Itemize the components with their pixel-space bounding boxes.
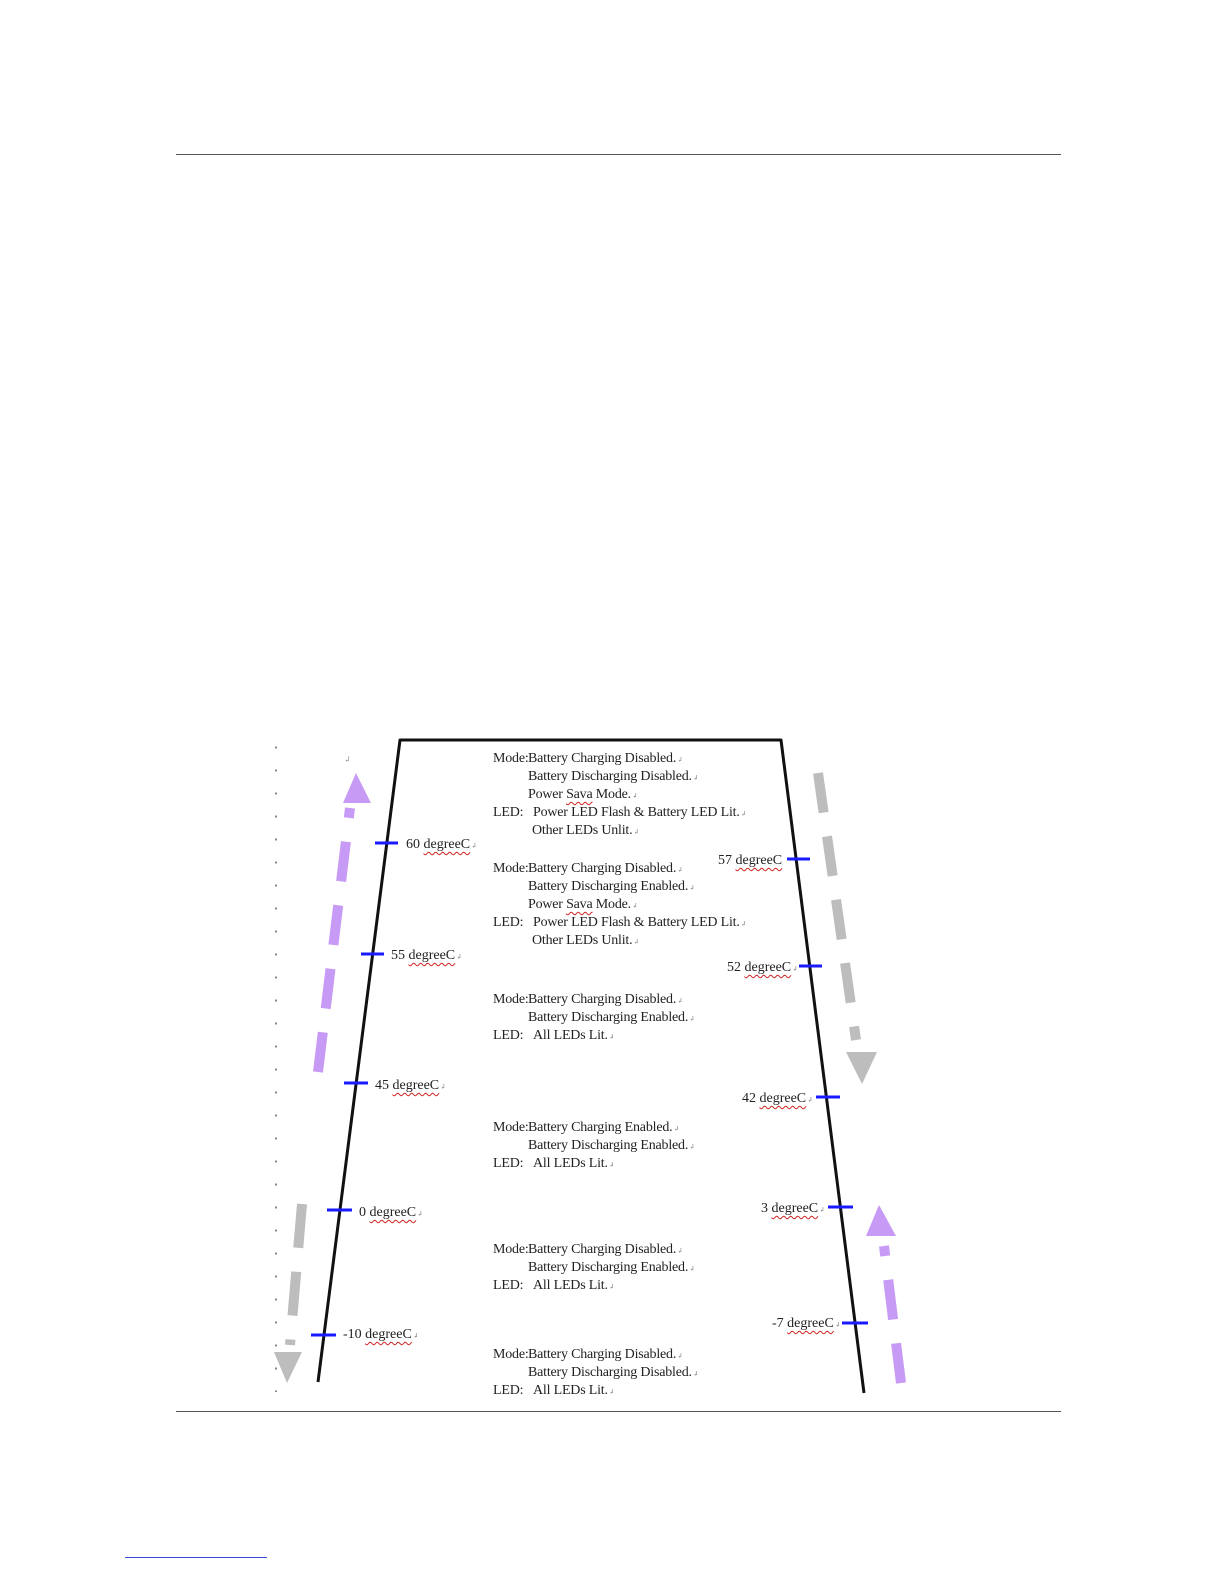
state-block-3: Mode:Battery Charging Disabled.↲ Battery Discharging Enabled.↲ LED: All LEDs Lit.↲ [493, 992, 695, 1043]
threshold-label-left-60: 60 degreeC↲ [406, 837, 478, 852]
state-block-1: Mode:Battery Charging Disabled.↲ Battery Discharging Disabled.↲ Power Sava Mode.↲ LED: Power LED Flash & Battery LED Lit.↲ Other LEDs Unlit.↲ [493, 751, 747, 838]
threshold-label-left-0: 0 degreeC↲ [359, 1205, 424, 1220]
threshold-label-left-55: 55 degreeC↲ [391, 948, 463, 963]
state-block-4: Mode:Battery Charging Enabled.↲ Battery Discharging Enabled.↲ LED: All LEDs Lit.↲ [493, 1120, 695, 1171]
threshold-label-right-minus7: -7 degreeC↲ [772, 1316, 841, 1331]
state-block-5: Mode:Battery Charging Disabled.↲ Battery Discharging Enabled.↲ LED: All LEDs Lit.↲ [493, 1242, 695, 1293]
falling-arrow-right-top [818, 773, 877, 1084]
threshold-label-left-45: 45 degreeC↲ [375, 1078, 447, 1093]
state-block-6: Mode:Battery Charging Disabled.↲ Battery Discharging Disabled.↲ LED: All LEDs Lit.↲ [493, 1347, 699, 1398]
threshold-label-right-42: 42 degreeC↲ [742, 1091, 814, 1106]
threshold-label-left-minus10: -10 degreeC↲ [343, 1327, 419, 1342]
falling-arrow-left-bottom [274, 1204, 302, 1383]
state-block-2: Mode:Battery Charging Disabled.↲ Battery Discharging Enabled.↲ Power Sava Mode.↲ LED: Power LED Flash & Battery LED Lit.↲ Other LEDs Unlit.↲ [493, 861, 747, 948]
threshold-label-right-57: 57 degreeC [718, 853, 783, 868]
paragraph-mark: ↲ [344, 755, 351, 764]
rising-arrow-right-bottom [866, 1205, 901, 1383]
threshold-label-right-52: 52 degreeC↲ [727, 960, 799, 975]
threshold-label-right-3: 3 degreeC↲ [761, 1201, 826, 1216]
